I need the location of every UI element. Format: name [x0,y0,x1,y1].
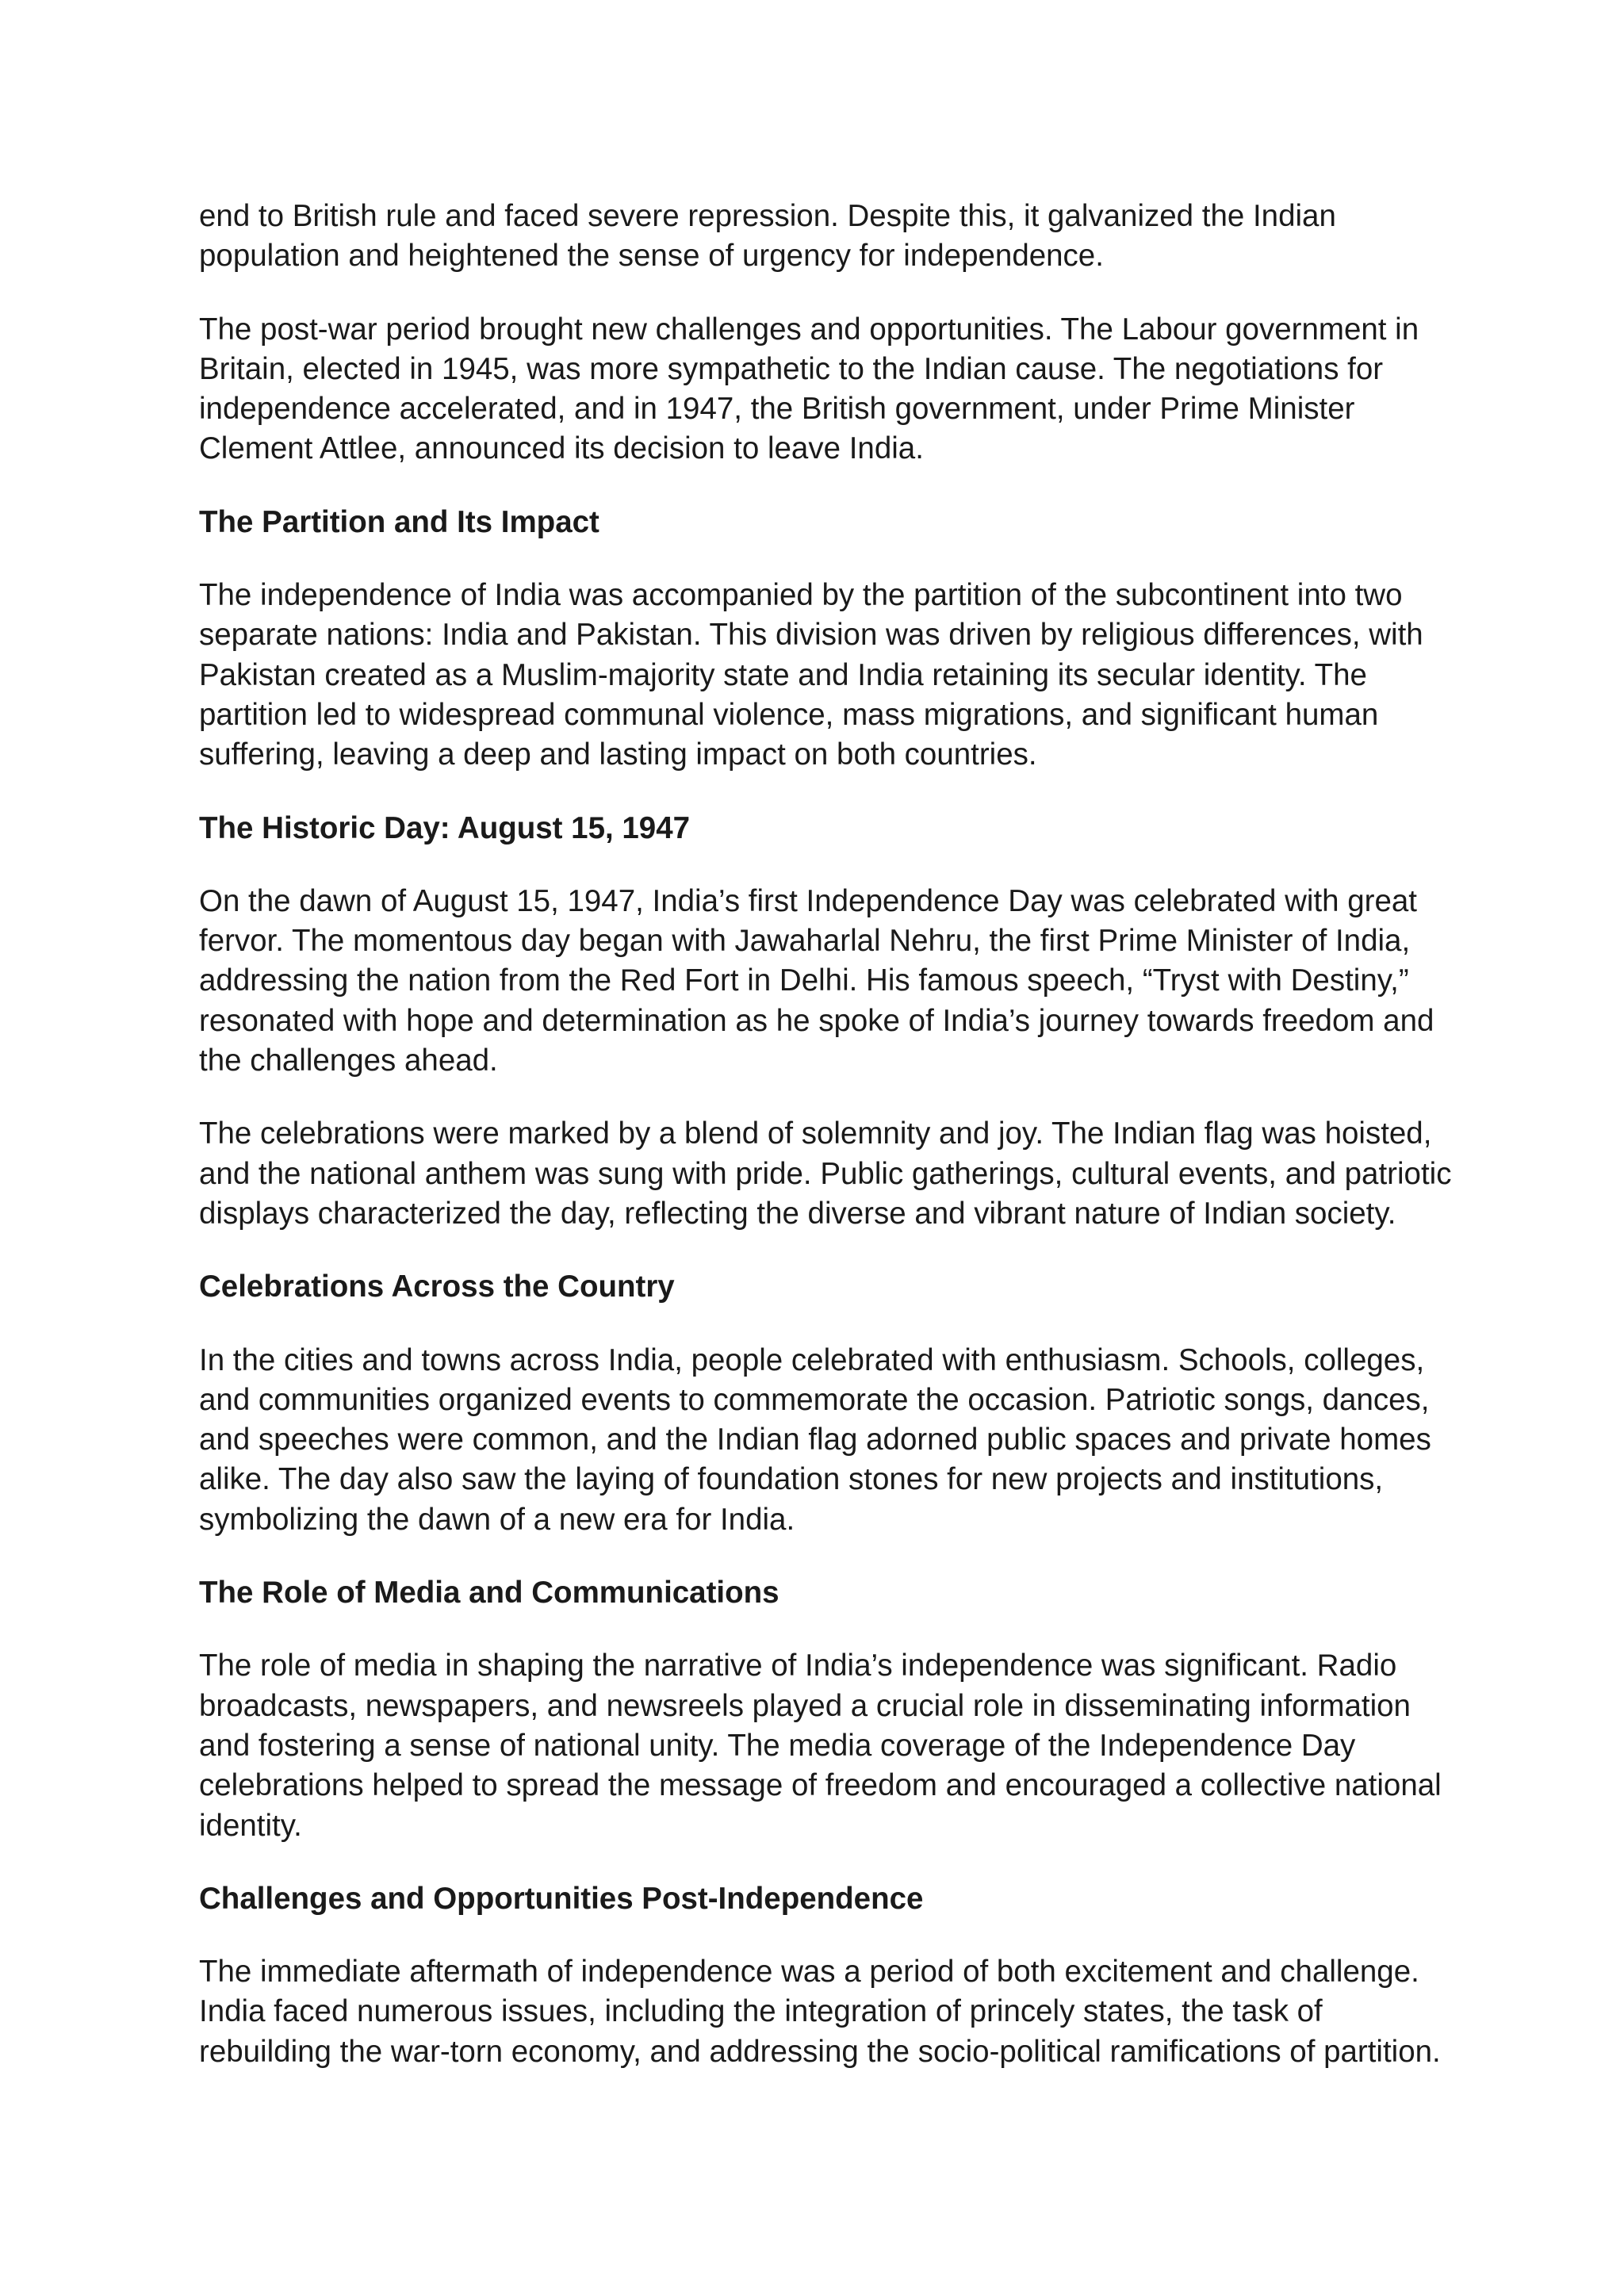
text-line: suffering, leaving a deep and lasting impact on both countries. [199,737,1037,772]
paragraph-celebrations-marked [199,1114,1452,1234]
text-line: Pakistan created as a Muslim-majority state and India retaining its secular identity. The [199,657,1367,692]
text-line: alike. The day also saw the laying of foundation stones for new projects and institutions, [199,1462,1384,1497]
heading-historic-day [199,809,1452,848]
text-line: India faced numerous issues, including the integration of princely states, the task of [199,1994,1323,2029]
text-line: broadcasts, newspapers, and newsreels played a crucial role in disseminating information [199,1688,1411,1723]
text-line: and speeches were common, and the Indian flag adorned public spaces and private homes [199,1423,1431,1457]
heading-text: The Historic Day: August 15, 1947 [199,810,691,845]
text-line: separate nations: India and Pakistan. This division was driven by religious differences, with [199,618,1423,653]
text-line: Britain, elected in 1945, was more sympathetic to the Indian cause. The negotiations for [199,351,1384,386]
text-line: addressing the nation from the Red Fort in Delhi. His famous speech, “Tryst with Destiny,” [199,963,1409,998]
text-line: The post-war period brought new challenges and opportunities. The Labour government in [199,312,1419,347]
heading-role-of-media [199,1573,1452,1613]
heading-partition-impact [199,503,1452,542]
paragraph-dawn-august-15 [199,882,1452,1081]
paragraph-british-rule-repression [199,197,1452,277]
text-line: and fostering a sense of national unity. The media coverage of the Independence Day [199,1728,1356,1763]
text-line: and the national anthem was sung with pride. Public gatherings, cultural events, and patriotic [199,1156,1452,1191]
heading-text: Celebrations Across the Country [199,1270,675,1304]
text-line: population and heightened the sense of urgency for independence. [199,239,1104,274]
text-line: independence accelerated, and in 1947, the British government, under Prime Minister [199,392,1355,427]
heading-text: Challenges and Opportunities Post-Independence [199,1881,924,1916]
text-line: Clement Attlee, announced its decision to leave India. [199,431,924,466]
heading-challenges-opportunities [199,1879,1452,1919]
paragraph-cities-towns [199,1341,1452,1540]
text-line: The celebrations were marked by a blend of solemnity and joy. The Indian flag was hoisted, [199,1116,1432,1151]
text-line: The independence of India was accompanied by the partition of the subcontinent into two [199,578,1403,613]
text-line: In the cities and towns across India, people celebrated with enthusiasm. Schools, colleges, [199,1342,1425,1377]
text-line: identity. [199,1808,302,1843]
text-line: and communities organized events to commemorate the occasion. Patriotic songs, dances, [199,1382,1430,1417]
text-line: resonated with hope and determination as he spoke of India’s journey towards freedom and [199,1003,1434,1038]
text-line: The immediate aftermath of independence was a period of both excitement and challenge. [199,1955,1419,1990]
paragraph-media-narrative [199,1646,1452,1845]
text-line: the challenges ahead. [199,1044,498,1078]
paragraph-post-war-period [199,310,1452,469]
text-line: end to British rule and faced severe repression. Despite this, it galvanized the Indian [199,199,1336,233]
heading-text: The Partition and Its Impact [199,504,599,539]
text-line: displays characterized the day, reflecting the diverse and vibrant nature of Indian society. [199,1196,1396,1231]
text-line: The role of media in shaping the narrative of India’s independence was significant. Radio [199,1649,1397,1683]
paragraph-partition [199,576,1452,775]
heading-celebrations-across-country [199,1267,1452,1307]
text-line: partition led to widespread communal violence, mass migrations, and significant human [199,697,1379,732]
text-line: On the dawn of August 15, 1947, India’s first Independence Day was celebrated with great [199,883,1417,918]
document-page [199,197,1452,2105]
text-line: celebrations helped to spread the message of freedom and encouraged a collective national [199,1768,1442,1803]
paragraph-immediate-aftermath [199,1952,1452,2072]
text-line: symbolizing the dawn of a new era for India. [199,1502,795,1537]
text-line: rebuilding the war-torn economy, and addressing the socio-political ramifications of partition. [199,2034,1441,2069]
heading-text: The Role of Media and Communications [199,1576,779,1610]
text-line: fervor. The momentous day began with Jawaharlal Nehru, the first Prime Minister of India, [199,924,1411,959]
